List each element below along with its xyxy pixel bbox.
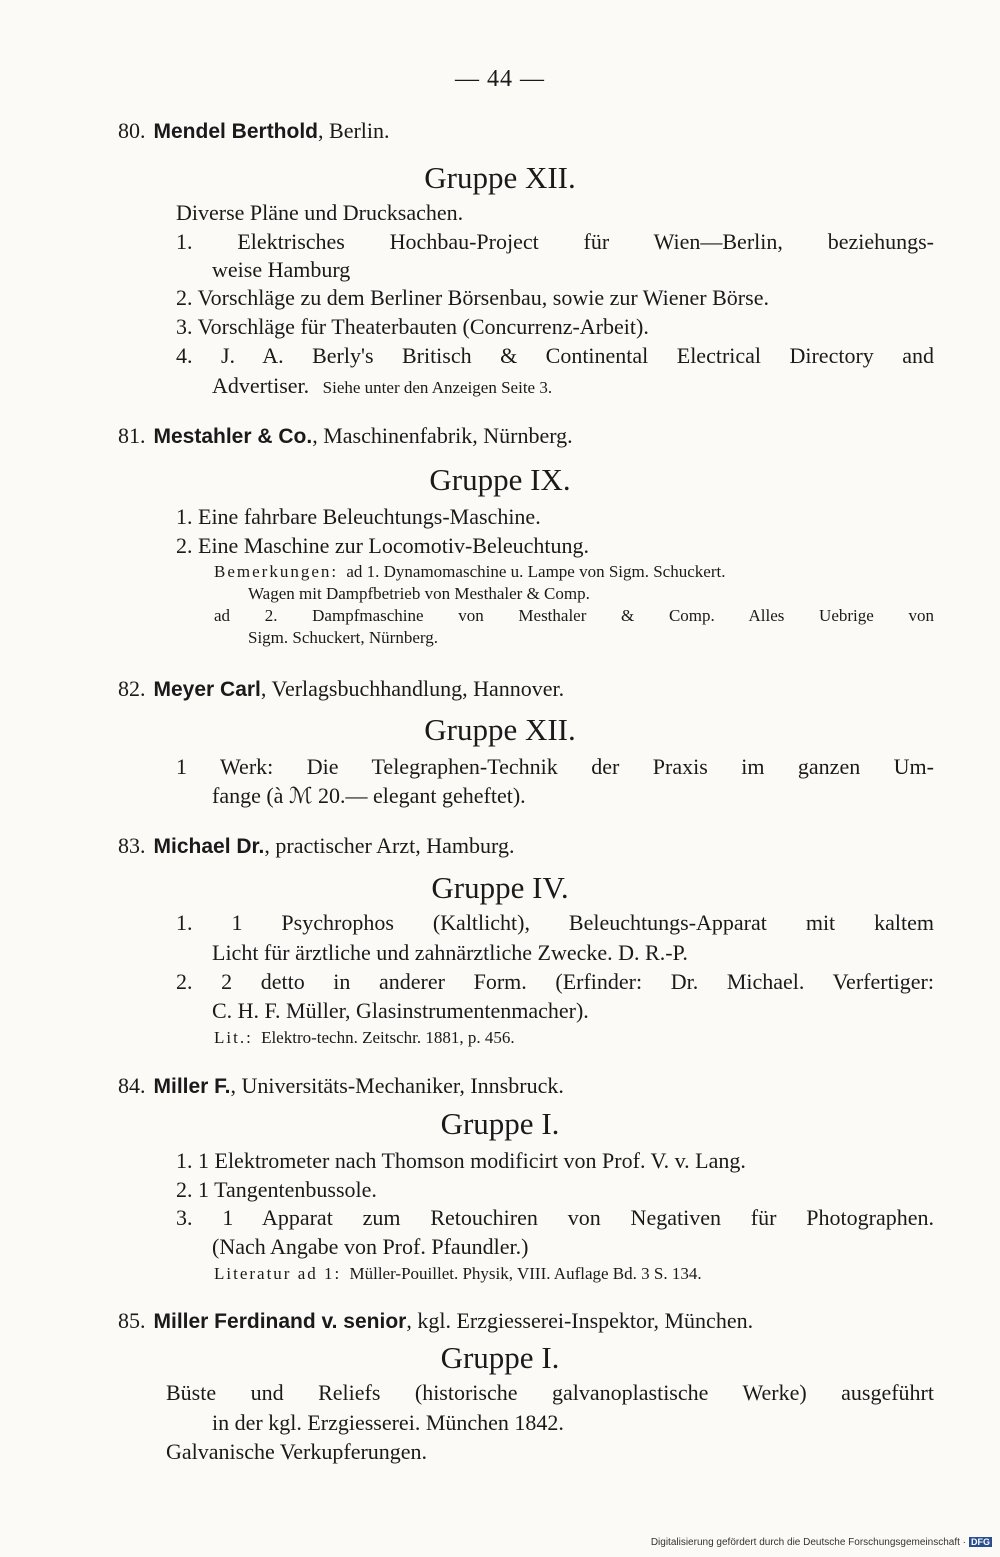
group-heading: Gruppe XII. — [424, 160, 576, 195]
remarks-label: Bemerkungen: — [214, 562, 339, 581]
entry-description: , Verlagsbuchhandlung, Hannover. — [260, 676, 565, 701]
group-heading: Gruppe IV. — [431, 870, 569, 905]
entry-description: , kgl. Erzgiesserei-Inspektor, München. — [406, 1308, 754, 1333]
entry-line: 1 Werk: Die Telegraphen-Technik der Praxis im ganzen Um- — [176, 754, 934, 779]
page-number: — 44 — — [455, 66, 545, 92]
group-heading: Gruppe I. — [440, 1340, 560, 1375]
entry-description: , Maschinenfabrik, Nürnberg. — [312, 423, 573, 448]
entry-line: 1. 1 Elektrometer nach Thomson modificirt von Prof. V. v. Lang. — [176, 1148, 746, 1173]
entry-line: 2. Eine Maschine zur Locomotiv-Beleuchtung. — [176, 533, 589, 558]
entry-line: Sigm. Schuckert, Nürnberg. — [248, 628, 438, 647]
entry-name: Miller Ferdinand v. senior — [153, 1310, 407, 1333]
entry-line: 4. J. A. Berly's Britisch & Continental Electrical Directory and — [176, 343, 934, 368]
entry-line: 1. Elektrisches Hochbau-Project für Wien—Berlin, beziehungs- — [176, 229, 934, 254]
literature-label: Lit.: — [214, 1028, 253, 1047]
entry-heading — [118, 118, 390, 144]
group-heading: Gruppe I. — [440, 1106, 560, 1141]
remarks-line — [214, 562, 725, 582]
entry-line: fange (à ℳ 20.— elegant geheftet). — [212, 783, 526, 808]
entry-name: Mendel Berthold — [153, 120, 319, 143]
dfg-logo: DFG — [971, 1537, 990, 1547]
entry-line: Galvanische Verkupferungen. — [166, 1439, 428, 1464]
entry-line: Licht für ärztliche und zahnärztliche Zwecke. D. R.-P. — [212, 940, 688, 965]
entry-line-text: Advertiser. — [212, 373, 310, 398]
entry-heading — [118, 1073, 564, 1099]
entry-line: C. H. F. Müller, Glasinstrumentenmacher). — [212, 998, 589, 1023]
entry-line: 2. Vorschläge zu dem Berliner Börsenbau, sowie zur Wiener Börse. — [176, 285, 769, 310]
entry-line: 3. Vorschläge für Theaterbauten (Concurrenz-Arbeit). — [176, 314, 649, 339]
literature-label: Literatur ad 1: — [214, 1264, 342, 1283]
entry-line: 1. Eine fahrbare Beleuchtungs-Maschine. — [176, 504, 541, 529]
digitization-credit — [651, 1537, 992, 1548]
entry-line — [212, 373, 552, 399]
literature-text: Elektro-techn. Zeitschr. 1881, p. 456. — [261, 1028, 515, 1047]
entry-description: , Berlin. — [318, 118, 390, 143]
entry-number: 82. — [118, 676, 146, 701]
literature-line — [214, 1028, 515, 1048]
entry-line: (Nach Angabe von Prof. Pfaundler.) — [212, 1234, 529, 1259]
entry-name: Miller F. — [153, 1075, 231, 1098]
cross-reference-note: Siehe unter den Anzeigen Seite 3. — [322, 378, 553, 397]
entry-name: Michael Dr. — [153, 835, 265, 858]
entry-line: in der kgl. Erzgiesserei. München 1842. — [212, 1410, 564, 1435]
credit-text: Digitalisierung gefördert durch die Deutsche Forschungsgemeinschaft · — [650, 1537, 966, 1548]
entry-heading — [118, 833, 514, 859]
entry-line: Diverse Pläne und Drucksachen. — [176, 200, 464, 225]
entry-line: weise Hamburg — [212, 257, 351, 282]
remarks-text: ad 1. Dynamomaschine u. Lampe von Sigm. Schuckert. — [346, 562, 726, 581]
entry-line: Wagen mit Dampfbetrieb von Mesthaler & Comp. — [248, 584, 590, 603]
entry-line: ad 2. Dampfmaschine von Mesthaler & Comp. Alles Uebrige von — [214, 606, 934, 625]
group-heading: Gruppe XII. — [424, 712, 576, 747]
entry-line: 1. 1 Psychrophos (Kaltlicht), Beleuchtungs-Apparat mit kaltem — [176, 910, 934, 935]
entry-line: Büste und Reliefs (historische galvanoplastische Werke) ausgeführt — [166, 1380, 934, 1405]
literature-line — [214, 1264, 702, 1284]
entry-number: 83. — [118, 833, 146, 858]
entry-line: 2. 1 Tangentenbussole. — [176, 1177, 377, 1202]
entry-description: , practischer Arzt, Hamburg. — [264, 833, 515, 858]
entry-line: 3. 1 Apparat zum Retouchiren von Negativen für Photographen. — [176, 1205, 934, 1230]
entry-description: , Universitäts-Mechaniker, Innsbruck. — [230, 1073, 564, 1098]
literature-text: Müller-Pouillet. Physik, VIII. Auflage Bd. 3 S. 134. — [349, 1264, 702, 1283]
entry-heading — [118, 423, 573, 449]
entry-line: 2. 2 detto in anderer Form. (Erfinder: Dr. Michael. Verfertiger: — [176, 969, 934, 994]
entry-heading — [118, 676, 564, 702]
entry-name: Meyer Carl — [153, 678, 261, 701]
entry-number: 85. — [118, 1308, 146, 1333]
entry-number: 80. — [118, 118, 146, 143]
entry-heading — [118, 1308, 753, 1334]
entry-number: 84. — [118, 1073, 146, 1098]
entry-number: 81. — [118, 423, 146, 448]
entry-name: Mestahler & Co. — [153, 425, 313, 448]
group-heading: Gruppe IX. — [429, 462, 571, 497]
